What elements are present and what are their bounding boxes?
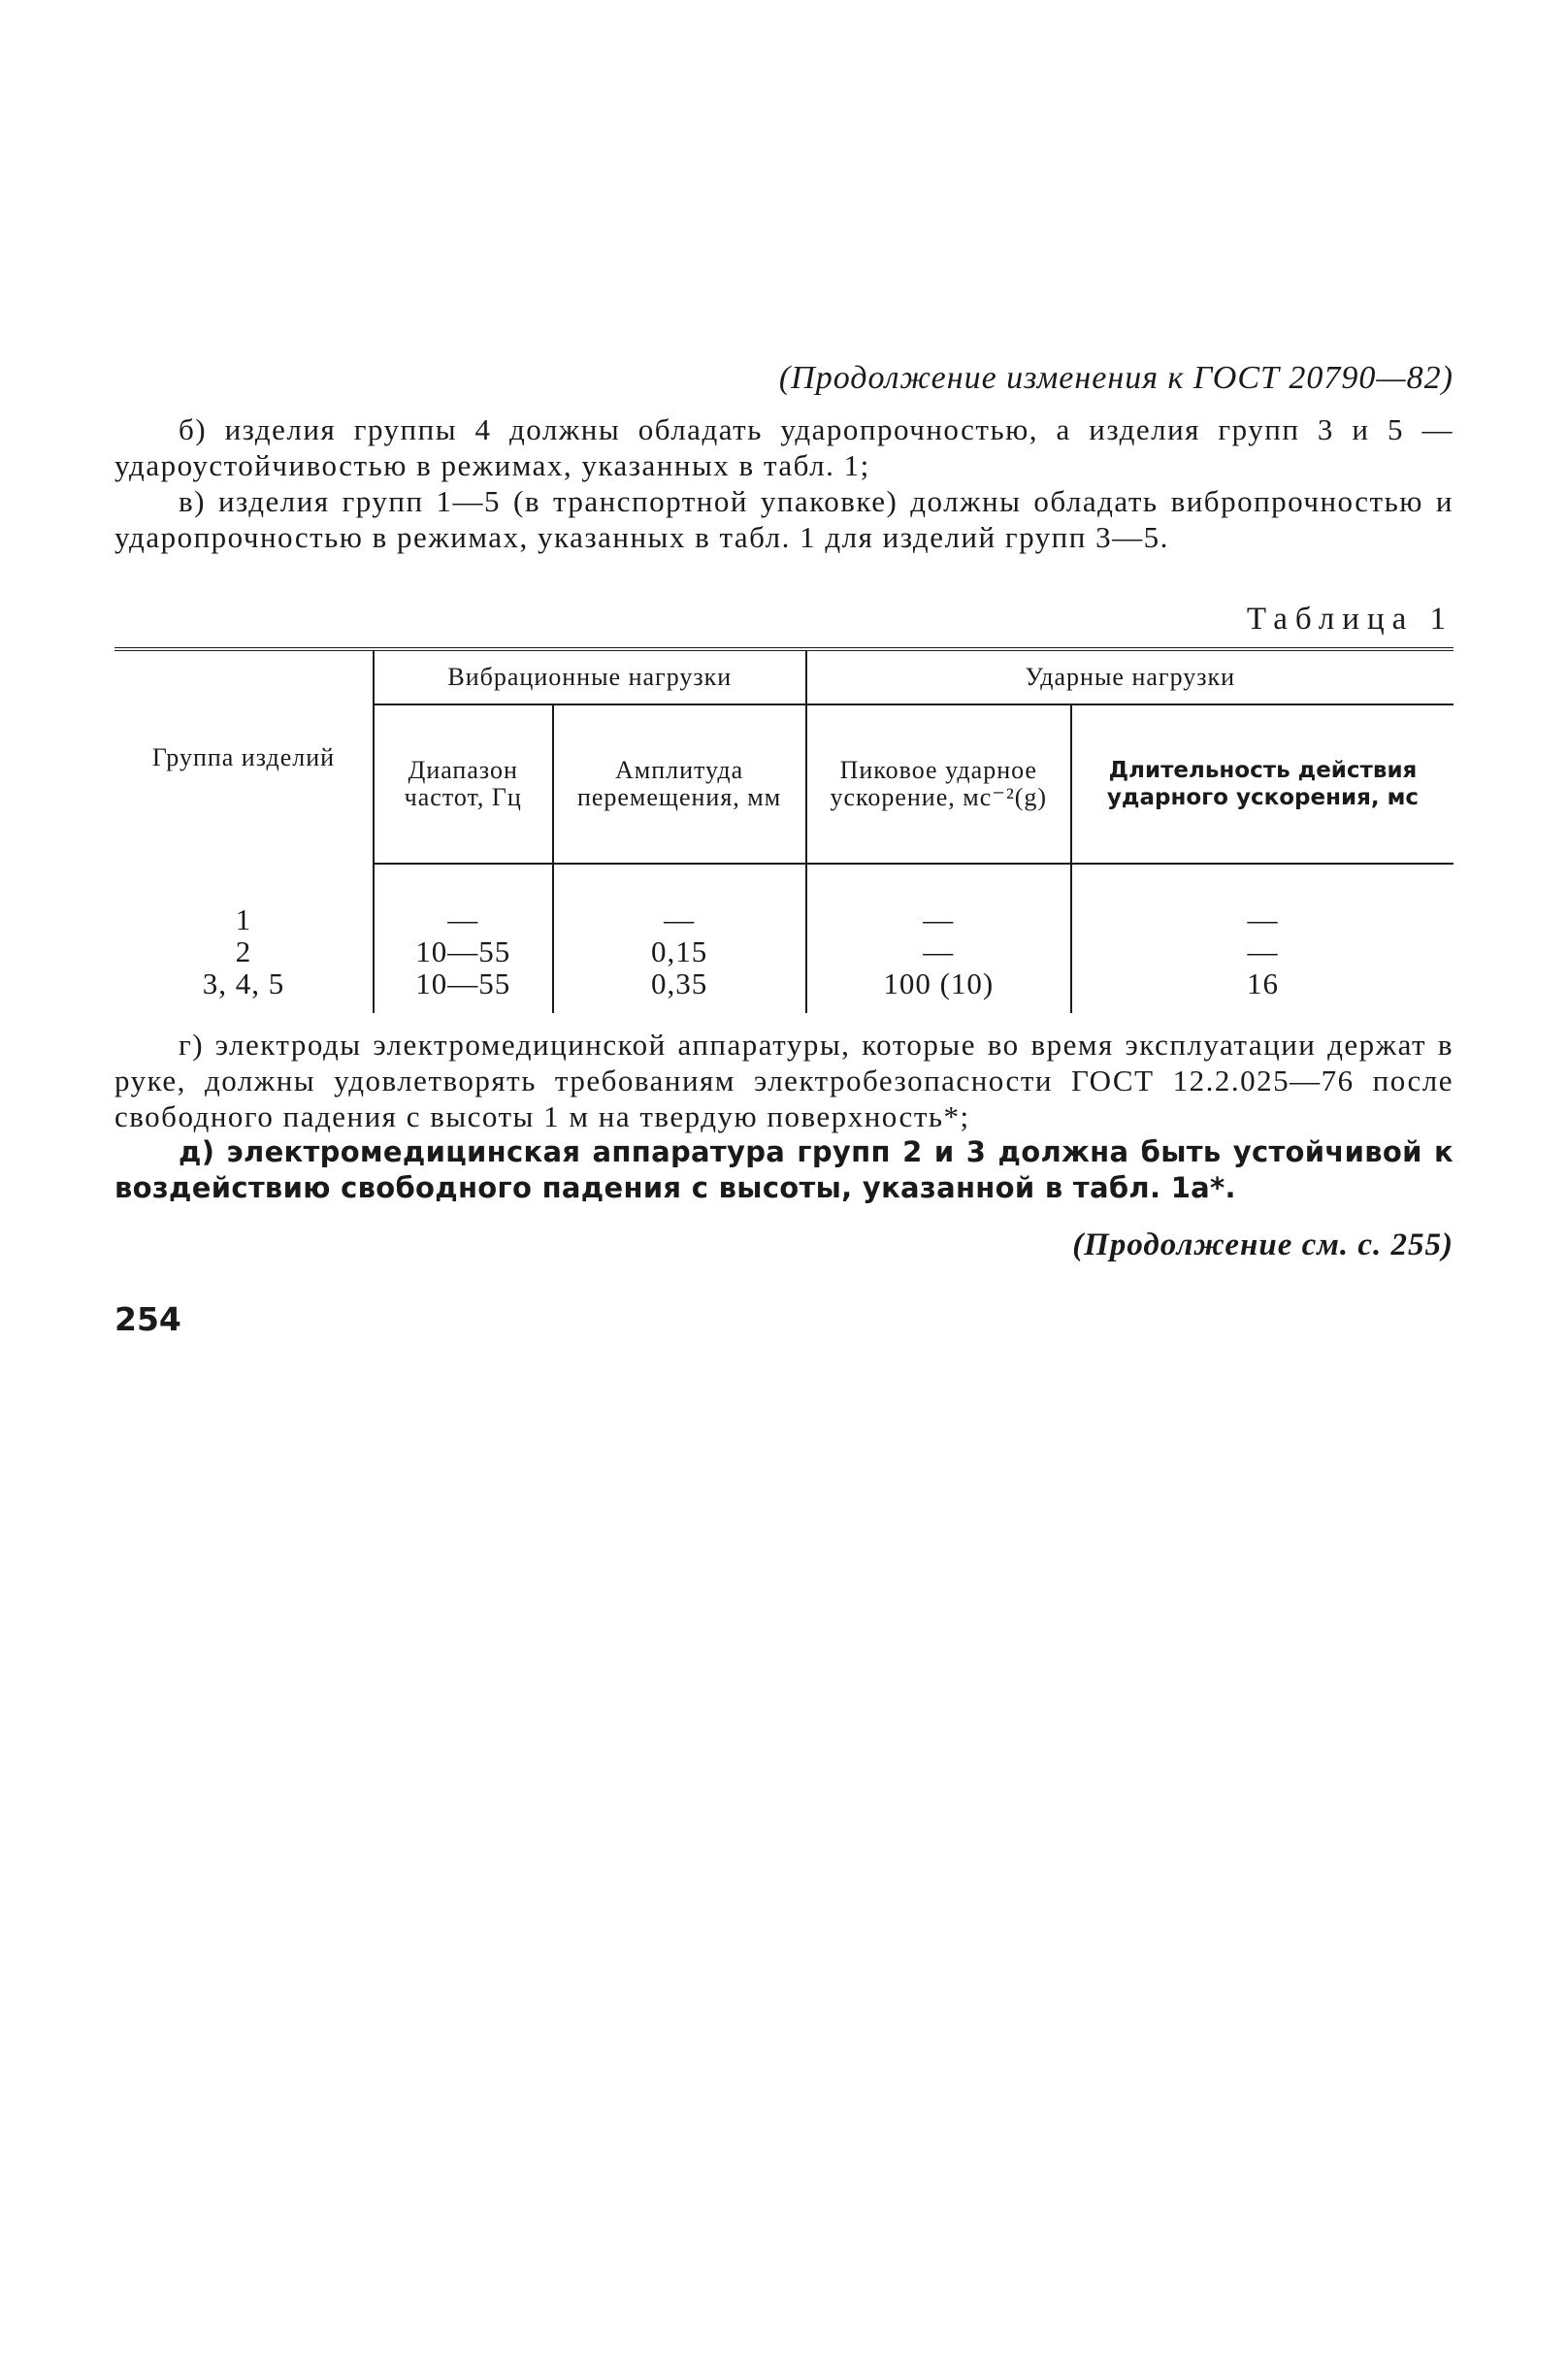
cell-peak: 100 (10): [806, 967, 1071, 1013]
loads-table: [114, 647, 1454, 1013]
page-number: 254: [114, 1300, 181, 1338]
cell-peak: —: [806, 864, 1071, 935]
column-header-frequency: Диапазон частот, Гц: [374, 704, 553, 864]
table-row: [114, 935, 1454, 967]
column-header-vibration: Вибрационные нагрузки: [374, 649, 806, 704]
column-header-shock: Ударные нагрузки: [806, 649, 1454, 704]
paragraph-d: д) электромедицинская аппаратура групп 2 и 3 должна быть устойчивой к воздействию свободного падения с высоты, указанной в табл. 1а*.: [114, 1135, 1454, 1204]
column-header-duration: Длительность действия ударного ускорения, мс: [1071, 704, 1454, 864]
table-caption: Таблица 1: [1246, 602, 1454, 637]
cell-group: 2: [114, 935, 374, 967]
cell-amplitude: 0,15: [553, 935, 806, 967]
cell-peak: —: [806, 935, 1071, 967]
cell-duration: 16: [1246, 966, 1279, 1000]
cell-frequency: 10—55: [374, 967, 553, 1013]
paragraph-g: г) электроды электромедицинской аппаратуры, которые во время эксплуатации держат в руке, должны удовлетворять требованиям электробезопасности ГОСТ 12.2.025—76 после свободного падения с высоты 1 м на твердую поверхность*;: [114, 1028, 1454, 1133]
column-header-group: Группа изделий: [114, 649, 374, 864]
cell-amplitude: —: [553, 864, 806, 935]
table-row: [114, 967, 1454, 1013]
cell-group: 1: [114, 864, 374, 935]
cell-group: 3, 4, 5: [114, 967, 374, 1013]
paragraph-b: б) изделия группы 4 должны обладать ударопрочностью, а изделия групп 3 и 5 — удароустойчивостью в режимах, указанных в табл. 1;: [114, 412, 1454, 482]
table-row: [114, 864, 1454, 935]
cell-frequency: 10—55: [374, 935, 553, 967]
cell-duration: —: [1247, 934, 1279, 968]
cell-frequency: —: [374, 864, 553, 935]
column-header-peak-acceleration: Пиковое ударное ускорение, мс⁻²(g): [806, 704, 1071, 864]
cell-amplitude: 0,35: [553, 967, 806, 1013]
column-header-amplitude: Амплитуда перемещения, мм: [553, 704, 806, 864]
cell-duration: —: [1247, 902, 1279, 936]
document-page: [114, 357, 1454, 1338]
continuation-header: (Продолжение изменения к ГОСТ 20790—82): [778, 360, 1454, 396]
paragraph-v: в) изделия групп 1—5 (в транспортной упаковке) должны обладать вибропрочностью и ударопрочностью в режимах, указанных в табл. 1 для изделий групп 3—5.: [114, 484, 1454, 554]
continuation-footer: (Продолжение см. с. 255): [1072, 1228, 1454, 1262]
